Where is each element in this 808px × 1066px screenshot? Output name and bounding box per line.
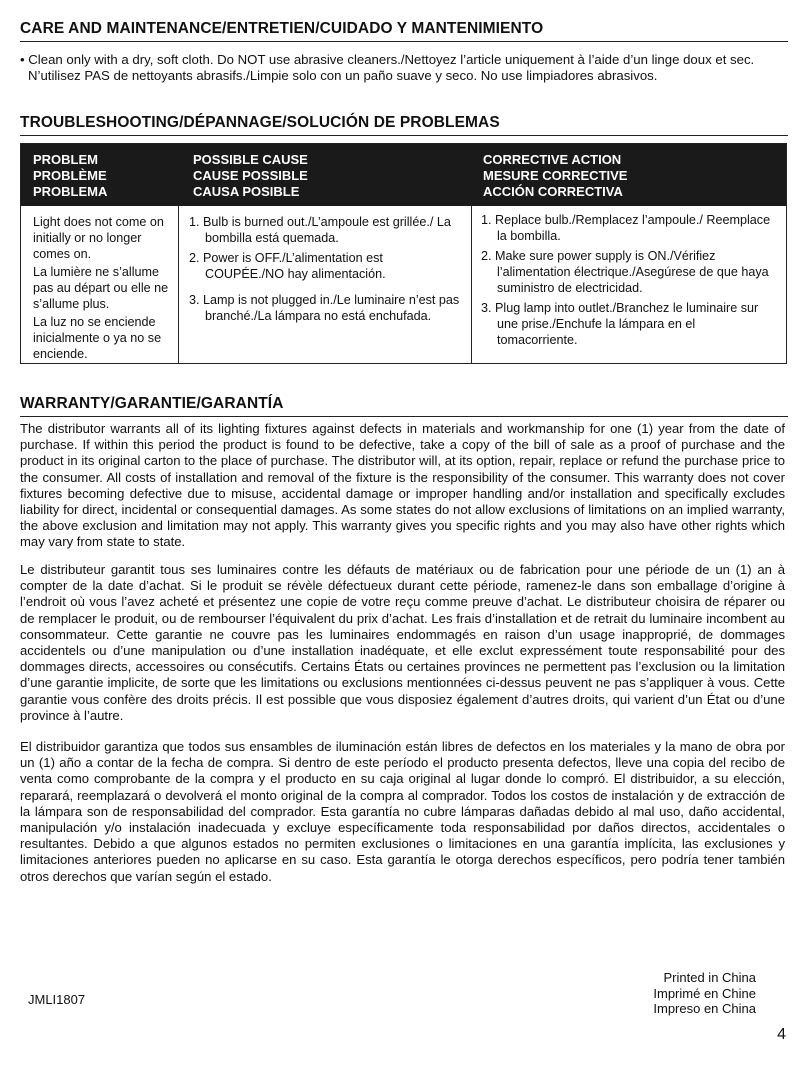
- printed-in-fr: Imprimé en Chine: [653, 985, 756, 1001]
- cause-item-2: 2. Power is OFF./L’alimentation est COUPÉE./NO hay alimentación.: [189, 251, 386, 281]
- product-code: JMLI1807: [28, 992, 86, 1007]
- action-item-3: 3. Plug lamp into outlet./Branchez le luminaire sur une prise./Enchufe la lámpara en el tomacorriente.: [481, 301, 759, 347]
- action-item-1: 1. Replace bulb./Remplacez l’ampoule./ Reemplace la bombilla.: [481, 213, 771, 243]
- printed-in-es: Impreso en China: [653, 1001, 756, 1016]
- troubleshooting-section-title: TROUBLESHOOTING/DÉPANNAGE/SOLUCIÓN DE PROBLEMAS: [20, 114, 788, 136]
- column-divider: [178, 206, 179, 363]
- care-instructions: [20, 52, 780, 84]
- header-possible-cause: POSSIBLE CAUSE CAUSE POSSIBLE CAUSA POSIBLE: [193, 152, 308, 199]
- action-cell: [481, 212, 779, 352]
- problem-es: La luz no se enciende inicialmente o ya no se enciende.: [33, 315, 162, 361]
- warranty-french: Le distributeur garantit tous ses luminaires contre les défauts de matériaux ou de fabrication pour une période de un (1) an à compter de la date d’achat. Si le produit se révèle défectueux durant cette période, ramenez-le dans son emballage d’origine à l’endroit où vous l’avez acheté et présentez une copie de votre reçu comme preuve d’achat. Le distributeur choisira de réparer ou de remplacer le produit, ou de rembourser l’équivalent du prix d’achat. Les frais d’installation et de retrait du luminaire incombent au consommateur. Cette garantie ne couvre pas les luminaires endommagés en raison d’un usage inapproprié, de dommages accidentels ou d’une manipulation ou d’une installation inadéquate, et elle exclut expressément toute responsabilité pour des dommages directs, accessoires ou consécutifs. Certains États ou certaines provinces ne permettent pas l’exclusion ou la limitation d’une garantie implicite, de sorte que les limitations ou exclusions mentionnées ci-dessus peuvent ne pas s’appliquer à vous. Cette garantie vous confère des droits précis. Il est possible que vous disposiez également d’autres droits, qui varient d’un État ou d’une province à l’autre.: [20, 562, 785, 723]
- header-corrective-action: CORRECTIVE ACTION MESURE CORRECTIVE ACCIÓN CORRECTIVA: [483, 152, 628, 199]
- column-divider: [471, 206, 472, 363]
- care-section-title: CARE AND MAINTENANCE/ENTRETIEN/CUIDADO Y MANTENIMIENTO: [20, 20, 788, 42]
- page-number: 4: [777, 1026, 786, 1043]
- troubleshooting-table: [20, 143, 787, 364]
- cause-item-1: 1. Bulb is burned out./L’ampoule est grillée./ La bombilla está quemada.: [189, 215, 451, 245]
- problem-fr: La lumière ne s’allume pas au départ ou elle ne s’allume plus.: [33, 265, 169, 311]
- warranty-section-title: WARRANTY/GARANTIE/GARANTÍA: [20, 395, 788, 417]
- table-header-row: [21, 144, 786, 206]
- problem-en: Light does not come on initially or no longer comes on.: [33, 215, 164, 261]
- cause-cell: [189, 214, 465, 328]
- header-problem: PROBLEM PROBLÈME PROBLEMA: [33, 152, 108, 199]
- warranty-spanish: El distribuidor garantiza que todos sus ensambles de iluminación están libres de defectos en los materiales y la mano de obra por un (1) año a contar de la fecha de compra. Si dentro de este período el producto presenta defectos, lleve una copia del recibo de venta como comprobante de la compra y el producto en su caja original al lugar donde lo compró. El distribuidor, a su elección, reparará, reemplazará o devolverá el monto original de la compra al comprador. Todos los costos de instalación y de extracción de la lámpara son de responsabilidad del comprador. Esta garantía no cubre lámparas dañadas debido al mal uso, daño accidental, manipulación y/o instalación inadecuada y excluye específicamente toda responsabilidad por daños directos, accidentales o resultantes. Debido a que algunos estados no permiten exclusiones o limitaciones en una garantía implícita, las exclusiones y limitaciones anteriores pueden no aplicarse en su caso. Esta garantía le otorga derechos específicos, pero podría tener también otros derechos que varían según el estado.: [20, 739, 785, 884]
- cause-item-3: 3. Lamp is not plugged in./Le luminaire n’est pas branché./La lámpara no está enchufada.: [189, 293, 460, 323]
- care-bullet-line-1: • Clean only with a dry, soft cloth. Do NOT use abrasive cleaners./Nettoyez l’article uniquement à l’aide d’un linge doux et sec.: [20, 52, 755, 67]
- care-bullet-line-2: N’utilisez PAS de nettoyants abrasifs./Limpie solo con un paño suave y seco. No use limpiadores abrasivos.: [28, 68, 658, 83]
- warranty-english: The distributor warrants all of its lighting fixtures against defects in materials and workmanship for one (1) year from the date of purchase. If within this period the product is found to be defective, take a copy of the bill of sale as a proof of purchase and the product in its original carton to the place of purchase. The distributor will, at its option, repair, replace or refund the purchase price to the consumer. All costs of installation and removal of the fixture is the responsibility of the consumer. This warranty does not cover fixtures becoming defective due to misuse, accidental damage or improper handling and/or installation and specifically excludes liability for direct, incidental or consequential damages. As some states do not allow exclusions of limitations on an implied warranty, the above exclusion and limitation may not apply. This warranty gives you specific rights and you may also have other rights which may vary from state to state.: [20, 421, 785, 550]
- action-item-2: 2. Make sure power supply is ON./Vérifiez l’alimentation électrique./Asegúrese de que haya suministro de electricidad.: [481, 249, 769, 295]
- problem-cell: [33, 214, 175, 364]
- printed-in-en: Printed in China: [663, 970, 756, 985]
- printed-in: [653, 970, 756, 1017]
